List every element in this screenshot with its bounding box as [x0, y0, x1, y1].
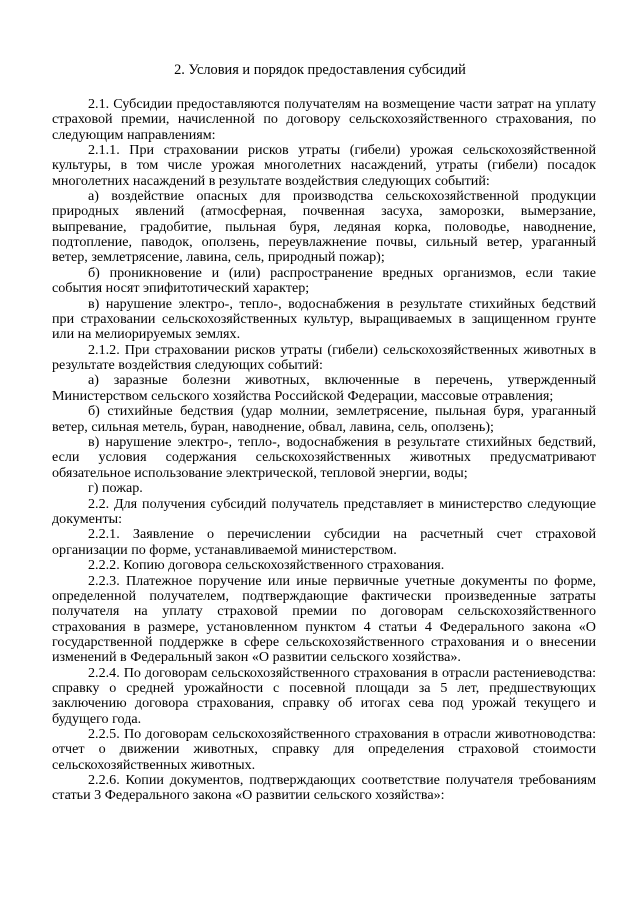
document-body	[52, 97, 596, 804]
paragraph-2-2: 2.2. Для получения субсидий получатель представляет в министерство следующие документы:	[52, 495, 596, 527]
paragraph-2-1-1-a: а) воздействие опасных для производства сельскохозяйственной продукции природных явлений (атмосферная, почвенная засуха, заморозки, вымерзание, выпревание, градобитие, пыльная буря, ледяная корка, половодье, наводнение, подтопление, паводок, оползень, переувлажнение почвы, сильный ветер, ураганный ветер, землетрясение, лавина, сель, природный пожар);	[52, 188, 596, 266]
paragraph-2-1-2-v: в) нарушение электро-, тепло-, водоснабжения в результате стихийных бедствий, если условия содержания сельскохозяйственных животных предусматривают обязательное использование электрической, тепловой энергии, воды;	[52, 434, 596, 481]
paragraph-2-2-1: 2.2.1. Заявление о перечислении субсидии на расчетный счет страховой организации по форме, устанавливаемой министерством.	[52, 526, 596, 558]
paragraph-2-1-1: 2.1.1. При страховании рисков утраты (гибели) урожая сельскохозяйственной культуры, в том числе урожая многолетних насаждений, утраты (гибели) посадок многолетних насаждений в результате воздействия следующих событий:	[52, 142, 596, 189]
paragraph-2-1-2-a: а) заразные болезни животных, включенные в перечень, утвержденный Министерством сельского хозяйства Российской Федерации, массовые отравления;	[52, 372, 596, 404]
paragraph-2-2-3: 2.2.3. Платежное поручение или иные первичные учетные документы по форме, определенной получателем, подтверждающие фактически произведенные затраты получателя на уплату страховой премии по договорам сельскохозяйственного страхования в размере, установленном пунктом 4 статьи 4 Федерального закона «О государственной поддержке в сфере сельскохозяйственного страхования и о внесении изменений в Федеральный закон «О развитии сельского хозяйства».	[52, 572, 596, 666]
paragraph-2-1-2-b: б) стихийные бедствия (удар молнии, землетрясение, пыльная буря, ураганный ветер, сильная метель, буран, наводнение, обвал, лавина, сель, оползень);	[52, 403, 596, 435]
paragraph-2-2-5: 2.2.5. По договорам сельскохозяйственного страхования в отрасли животноводства: отчет о движении животных, справку для определения страховой стоимости сельскохозяйственных животных.	[52, 725, 596, 773]
paragraph-2-1-1-v: в) нарушение электро-, тепло-, водоснабжения в результате стихийных бедствий при страховании сельскохозяйственных культур, выращиваемых в защищенном грунте или на мелиорируемых землях.	[52, 295, 596, 343]
paragraph-2-1: 2.1. Субсидии предоставляются получателям на возмещение части затрат на уплату страховой премии, начисленной по договору сельскохозяйственного страхования, по следующим направлениям:	[52, 96, 596, 143]
paragraph-2-2-4: 2.2.4. По договорам сельскохозяйственного страхования в отрасли растениеводства: справку о средней урожайности с посевной площади за 5 лет, предшествующих заключению договора страхования, справку об итогах сева под урожай текущего и будущего года.	[52, 664, 596, 727]
paragraph-2-1-1-b: б) проникновение и (или) распространение вредных организмов, если такие события носят эпифитотический характер;	[52, 264, 596, 297]
paragraph-2-1-2-g: г) пожар.	[88, 480, 143, 497]
paragraph-2-2-6: 2.2.6. Копии документов, подтверждающих соответствие получателя требованиям статьи 3 Федерального закона «О развитии сельского хозяйства»:	[52, 772, 596, 804]
paragraph-2-1-2: 2.1.2. При страховании рисков утраты (гибели) сельскохозяйственных животных в результате воздействия следующих событий:	[52, 341, 596, 373]
paragraph-2-2-2: 2.2.2. Копию договора сельскохозяйственного страхования.	[88, 557, 445, 574]
section-title: 2. Условия и порядок предоставления субсидий	[174, 62, 466, 78]
